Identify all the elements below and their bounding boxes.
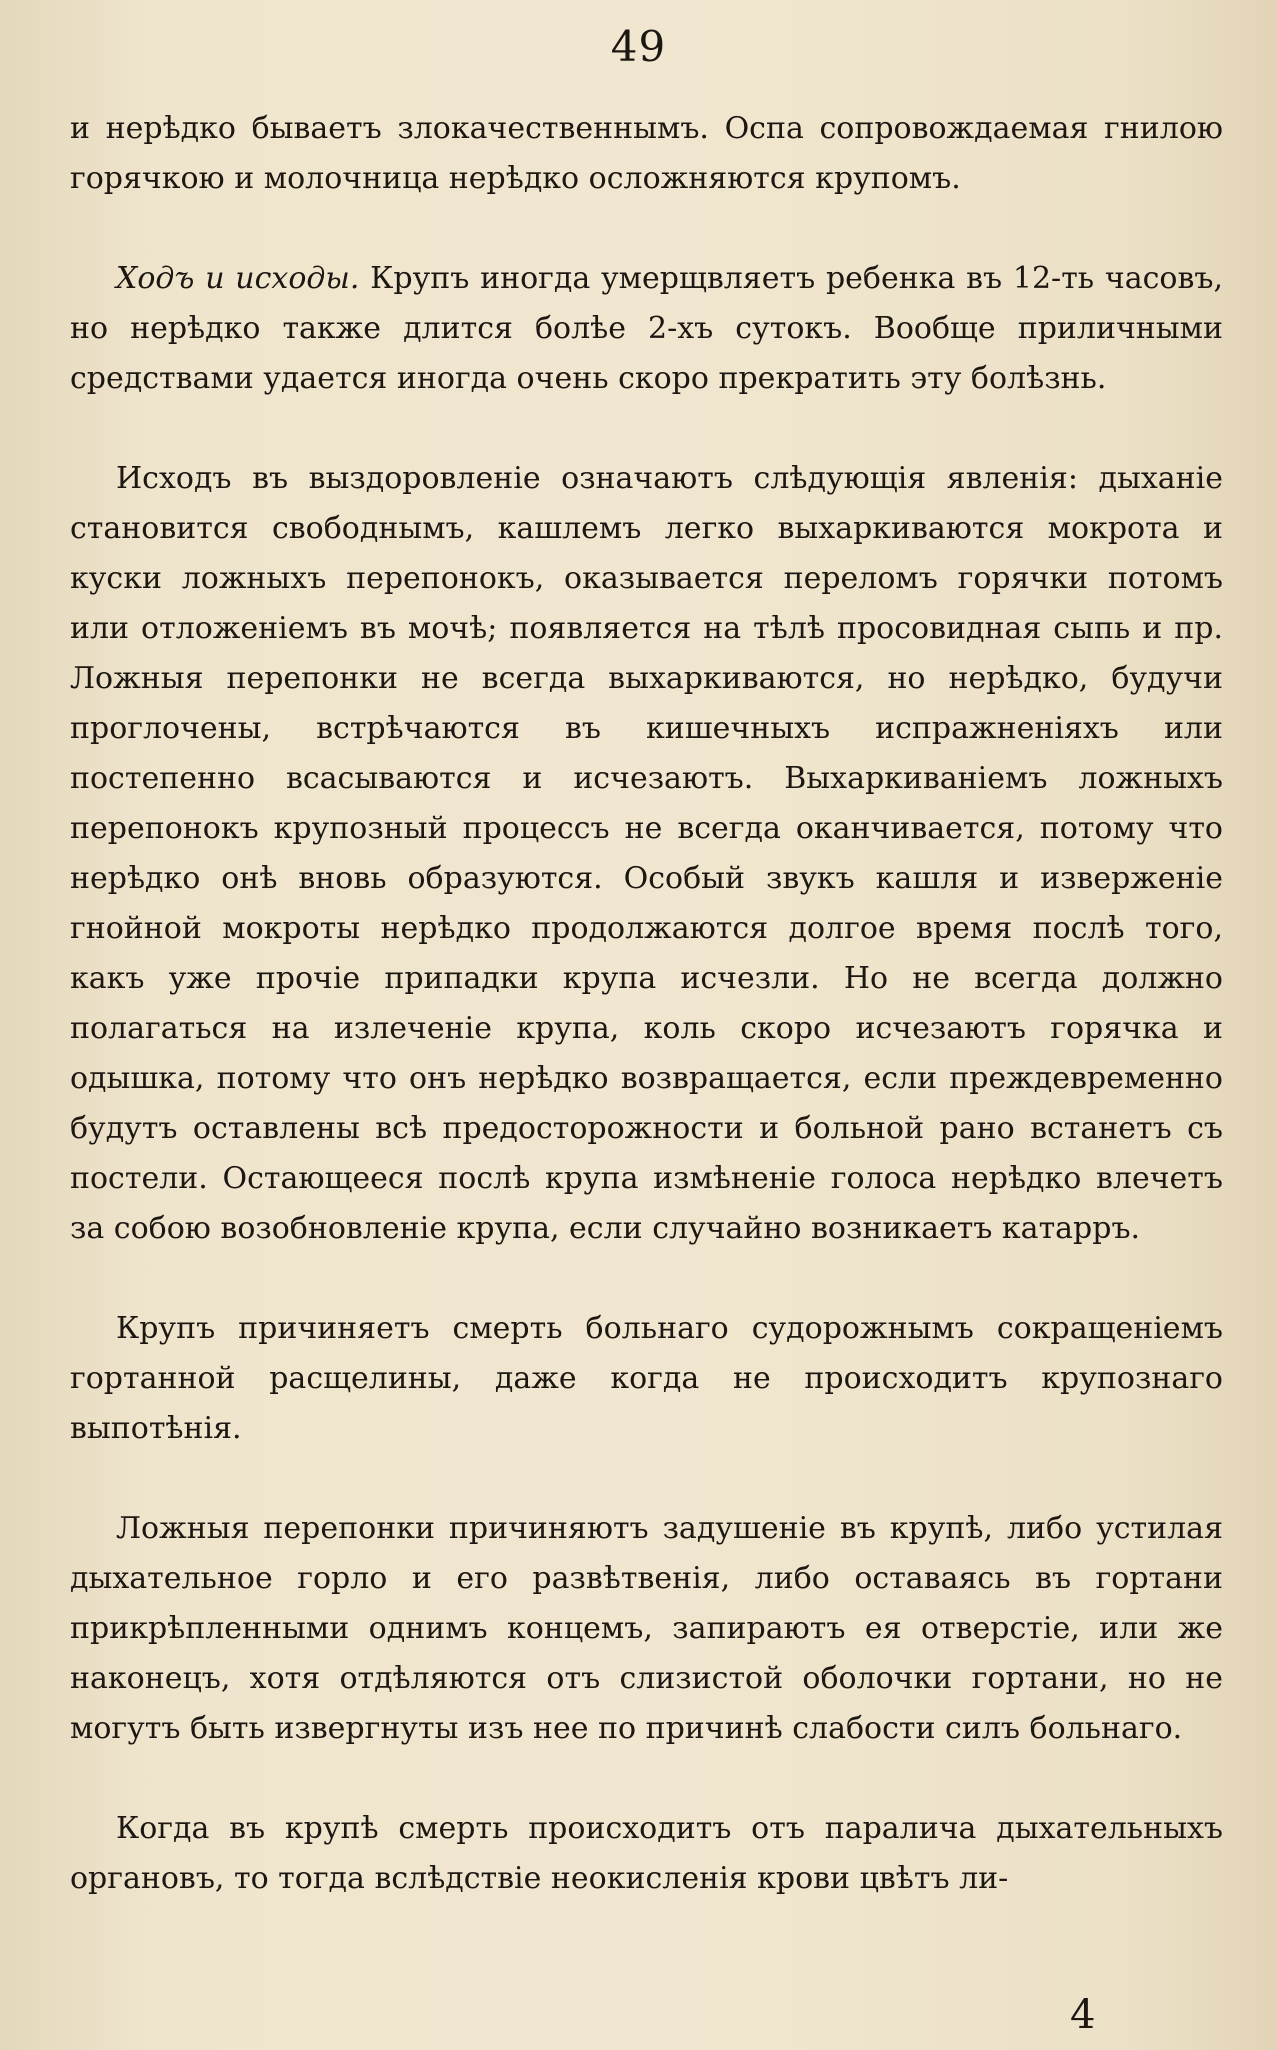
paragraph-false-membranes xyxy=(70,1504,1223,1754)
paragraph-text: Крупъ иногда умерщвляетъ ребенка въ 12-ть часовъ, но нерѣдко также длится болѣе 2-хъ сутокъ. Вообще приличными средствами удается иногда очень скоро прекратить эту болѣзнь. xyxy=(70,261,1223,396)
paragraph-text: Ложныя перепонки причиняютъ задушеніе въ крупѣ, либо устилая дыхательное горло и его развѣтвенія, либо оставаясь въ гортани прикрѣпленными однимъ концемъ, запираютъ ея отверстіе, или же наконецъ, хотя отдѣляются отъ слизистой оболочки гортани, но не могутъ быть извергнуты изъ нее по причинѣ слабости силъ больнаго. xyxy=(70,1511,1223,1746)
paragraph-continuation xyxy=(70,104,1223,204)
paragraph-text: Крупъ причиняетъ смерть больнаго судорожнымъ сокращеніемъ гортанной расщелины, даже когда не происходитъ крупознаго выпотѣнія. xyxy=(70,1311,1223,1446)
paragraph-course-and-outcomes xyxy=(70,254,1223,404)
body-text xyxy=(70,104,1223,1904)
paragraph-text: и нерѣдко бываетъ злокачественнымъ. Оспа сопровождаемая гнилою горячкою и молочница нерѣдко осложняются крупомъ. xyxy=(70,111,1223,196)
paragraph-paralysis xyxy=(70,1804,1223,1904)
page-number: 49 xyxy=(610,22,667,71)
section-lead-heading: Ходъ и исходы. xyxy=(116,261,360,296)
signature-mark: 4 xyxy=(1070,1992,1096,2038)
paragraph-recovery xyxy=(70,454,1223,1254)
paragraph-death-spasm xyxy=(70,1304,1223,1454)
paragraph-text: Исходъ въ выздоровленіе означаютъ слѣдующія явленія: дыханіе становится свободнымъ, кашлемъ легко выхаркиваются мокрота и куски ложныхъ перепонокъ, оказывается переломъ горячки потомъ или отложеніемъ въ мочѣ; появляется на тѣлѣ просовидная сыпь и пр. Ложныя перепонки не всегда выхаркиваются, но нерѣдко, будучи проглочены, встрѣчаются въ кишечныхъ испражненіяхъ или постепенно всасываются и исчезаютъ. Выхаркиваніемъ ложныхъ перепонокъ крупозный процессъ не всегда оканчивается, потому что нерѣдко онѣ вновь образуются. Особый звукъ кашля и изверженіе гнойной мокроты нерѣдко продолжаются долгое время послѣ того, какъ уже прочіе припадки крупа исчезли. Но не всегда должно полагаться на излеченіе крупа, коль скоро исчезаютъ горячка и одышка, потому что онъ нерѣдко возвращается, если преждевременно будутъ оставлены всѣ предосторожности и больной рано встанетъ съ постели. Остающееся послѣ крупа измѣненіе голоса нерѣдко влечетъ за собою возобновленіе крупа, если случайно возникаетъ катарръ. xyxy=(70,461,1223,1246)
paragraph-text: Когда въ крупѣ смерть происходитъ отъ паралича дыхательныхъ органовъ, то тогда вслѣдствіе неокисленія крови цвѣтъ ли- xyxy=(70,1811,1223,1896)
